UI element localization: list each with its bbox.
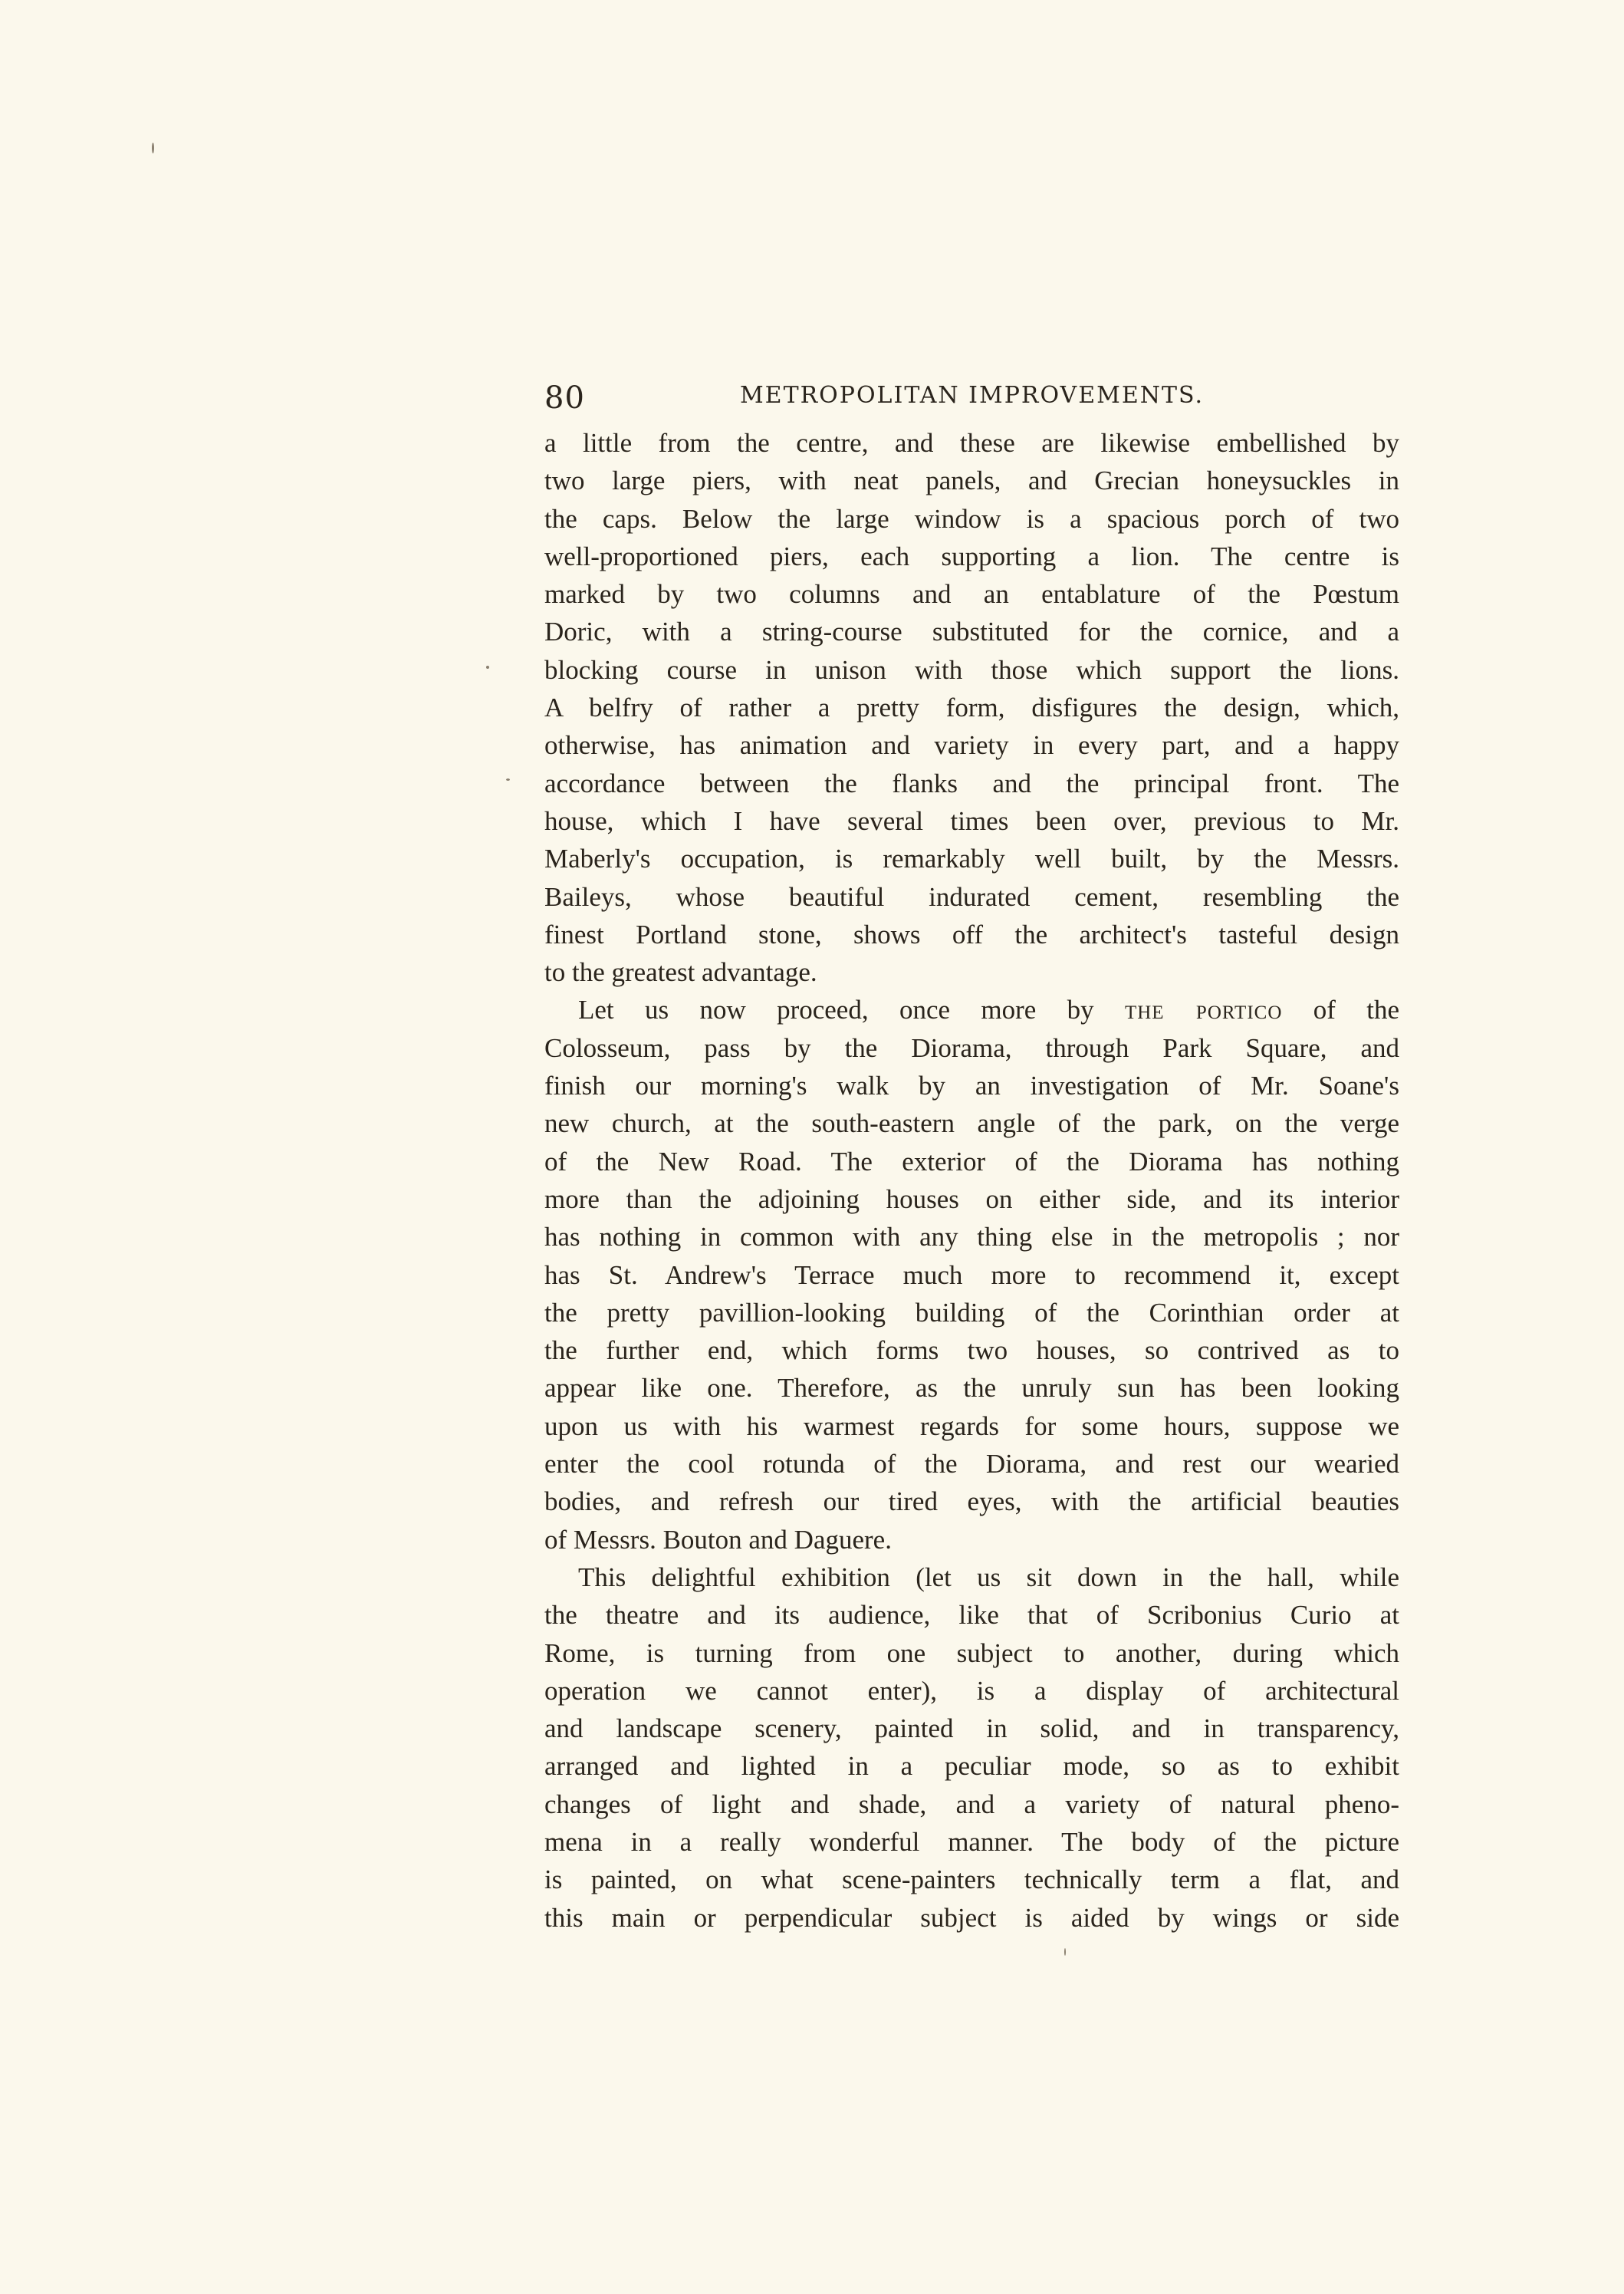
text-line: arranged and lighted in a peculiar mode, so as to exhibit	[544, 1751, 1399, 1782]
small-caps-phrase: the portico	[1124, 995, 1283, 1025]
text-line: otherwise, has animation and variety in every part, and a happy	[544, 730, 1399, 761]
text-line: A belfry of rather a pretty form, disfigures the design, which,	[544, 693, 1399, 723]
text-line: house, which I have several times been over, previous to Mr.	[544, 805, 1399, 836]
text-line: finish our morning's walk by an investigation of Mr. Soane's	[544, 1071, 1399, 1101]
text-line: changes of light and shade, and a variety of natural pheno-	[544, 1789, 1399, 1819]
text-line: mena in a really wonderful manner. The body of the picture	[544, 1826, 1399, 1857]
text-line: and landscape scenery, painted in solid, and in transparency,	[544, 1713, 1399, 1744]
text-line: Colosseum, pass by the Diorama, through Park Square, and	[544, 1032, 1399, 1063]
text-line: more than the adjoining houses on either side, and its interior	[544, 1183, 1399, 1214]
body-text	[544, 424, 1399, 1937]
text-line: This delightful exhibition (let us sit down in the hall, while	[578, 1562, 1399, 1592]
text-line: the theatre and its audience, like that of Scribonius Curio at	[544, 1600, 1399, 1631]
text-line: of the New Road. The exterior of the Diorama has nothing	[544, 1146, 1399, 1177]
paper-speck	[152, 143, 154, 153]
text-line-with-small-caps	[544, 991, 1399, 1029]
text-line: of Messrs. Bouton and Daguere.	[544, 1524, 892, 1555]
text-line: has St. Andrew's Terrace much more to recommend it, except	[544, 1259, 1399, 1290]
text-fragment: of the	[1313, 995, 1400, 1025]
text-line: enter the cool rotunda of the Diorama, and rest our wearied	[544, 1449, 1399, 1479]
text-line: upon us with his warmest regards for some hours, suppose we	[544, 1410, 1399, 1441]
text-line: blocking course in unison with those which support the lions.	[544, 654, 1399, 685]
text-line: the caps. Below the large window is a spacious porch of two	[544, 503, 1399, 534]
text-line: operation we cannot enter), is a display of architectural	[544, 1675, 1399, 1706]
text-line: to the greatest advantage.	[544, 957, 817, 988]
text-line: bodies, and refresh our tired eyes, with the artificial beauties	[544, 1486, 1399, 1517]
text-line: the pretty pavillion-looking building of the Corinthian order at	[544, 1297, 1399, 1328]
page-header	[544, 376, 1399, 422]
text-line: is painted, on what scene-painters technically term a flat, and	[544, 1864, 1399, 1895]
text-line: a little from the centre, and these are likewise embellished by	[544, 428, 1399, 458]
running-title: METROPOLITAN IMPROVEMENTS.	[739, 382, 1205, 409]
text-line: accordance between the flanks and the principal front. The	[544, 768, 1399, 798]
text-line: two large piers, with neat panels, and Grecian honeysuckles in	[544, 466, 1399, 496]
text-line: the further end, which forms two houses, so contrived as to	[544, 1335, 1399, 1366]
text-line: Rome, is turning from one subject to another, during which	[544, 1637, 1399, 1668]
text-fragment: Let us now proceed, once more by	[578, 995, 1094, 1025]
paper-speck	[486, 666, 489, 669]
paper-speck	[506, 778, 510, 781]
paper-speck	[1064, 1948, 1066, 1956]
text-line: Baileys, whose beautiful indurated cement, resembling the	[544, 881, 1399, 912]
page-number: 80	[544, 380, 585, 416]
text-line: marked by two columns and an entablature of the Pœstum	[544, 579, 1399, 610]
text-line: new church, at the south-eastern angle of the park, on the verge	[544, 1108, 1399, 1139]
text-line: Maberly's occupation, is remarkably well built, by the Messrs.	[544, 844, 1399, 874]
text-line: finest Portland stone, shows off the architect's tasteful design	[544, 919, 1399, 950]
text-line: has nothing in common with any thing else in the metropolis ; nor	[544, 1222, 1399, 1252]
text-line: this main or perpendicular subject is aided by wings or side	[544, 1902, 1399, 1933]
text-line: well-proportioned piers, each supporting a lion. The centre is	[544, 541, 1399, 571]
text-line: Doric, with a string-course substituted for the cornice, and a	[544, 617, 1399, 647]
text-line: appear like one. Therefore, as the unruly sun has been looking	[544, 1373, 1399, 1404]
